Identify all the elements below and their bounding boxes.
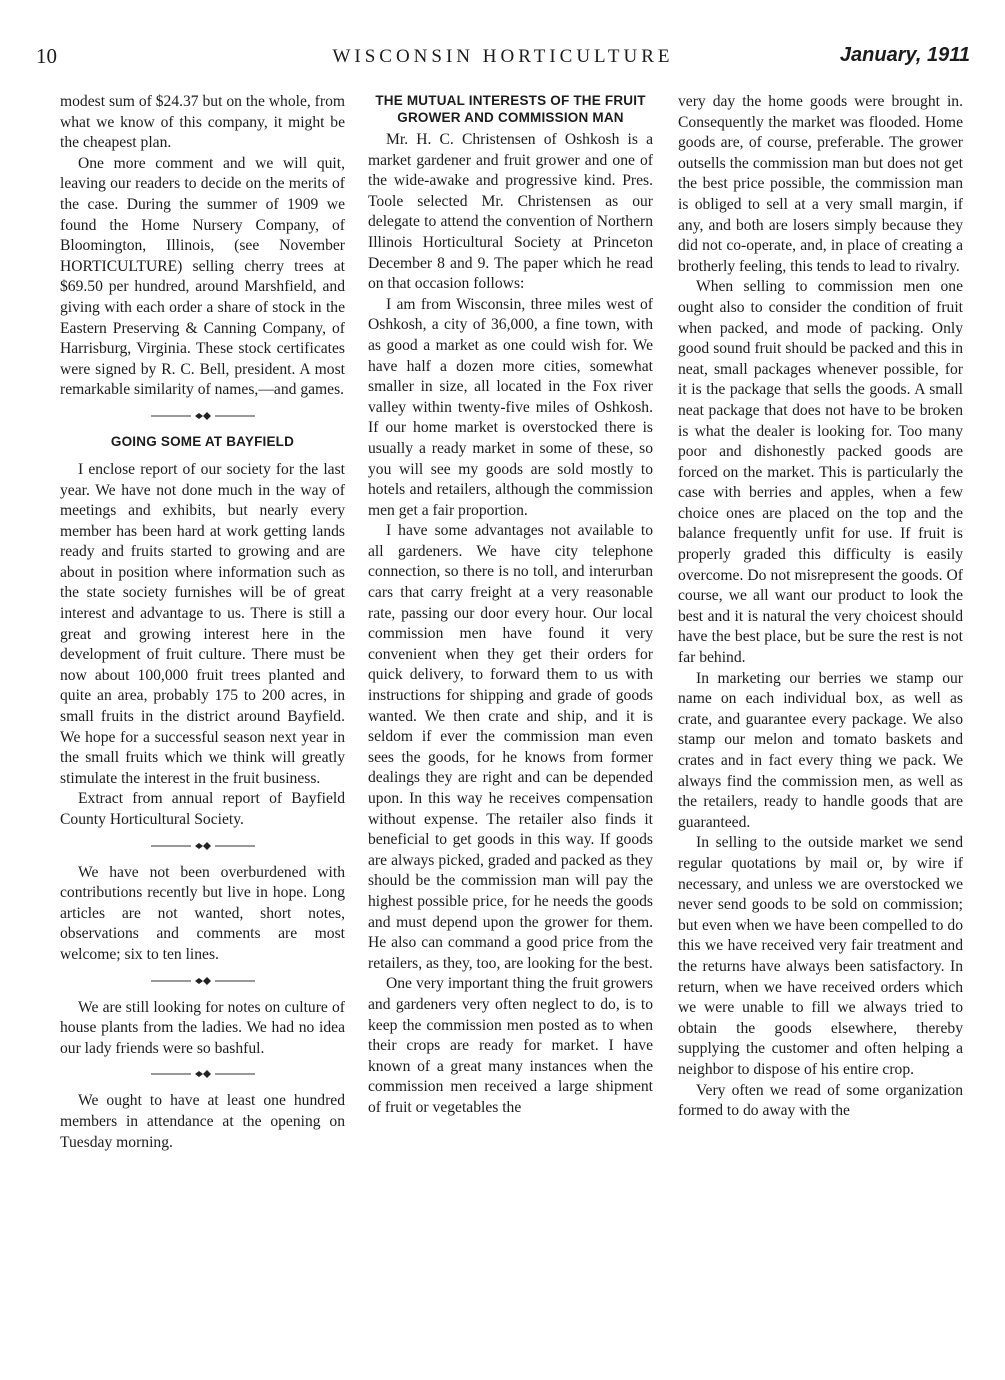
section-divider-ornament bbox=[143, 407, 263, 425]
paragraph: One more comment and we will quit, leaving our readers to decide on the merits of the case. During the summer of 1909 we found the Home Nursery Company, of Bloomington, Illinois, (see November HORTICULTURE) selling cherry trees at $69.50 per hundred, around Marshfield, and giving with each order a share of stock in the Eastern Preserving & Canning Company, of Harrisburg, Virginia. These stock certificates were signed by R. C. Bell, president. A most remarkable similarity of names,—and games. bbox=[60, 154, 345, 399]
paragraph: modest sum of $24.37 but on the whole, from what we know of this company, it might be the cheapest plan. bbox=[60, 93, 345, 152]
article-heading-mutual-interests: THE MUTUAL INTERESTS OF THE FRUIT GROWER AND COMMISSION MAN bbox=[375, 93, 646, 125]
page-header bbox=[36, 44, 970, 78]
column-middle bbox=[368, 92, 653, 1119]
paragraph: When selling to commission men one ought also to consider the condition of fruit when packed, and mode of packing. Only good sound fruit should be packed and this in neat, small packages whenever possible, for it is the package that sells the goods. A small neat package that does not have to be broken is what the dealer is looking for. Too many poor and dishonestly packed goods are forced on the market. This is particularly the case with berries and apples, when a few choice ones are placed on the top and the balance frequently unfit for use. If fruit is properly graded this difficulty is easily overcome. Do not misrepresent the goods. Of course, we all want our product to look the best and it is natural the very choicest should have the best place, but be sure the rest is not far behind. bbox=[678, 278, 963, 667]
magazine-title: WISCONSIN HORTICULTURE bbox=[332, 46, 674, 67]
column-right bbox=[678, 92, 963, 1122]
paragraph: In selling to the outside market we send regular quotations by mail or, by wire if necessary, and unless we are overstocked we never send goods to be sold on commission; but even when we have been compelled to do this we have received very fair treatment and the returns have always been satisfactory. In return, when we have received orders which we were unable to fill we always tried to obtain the goods elsewhere, thereby supplying the customer and often helping a neighbor to dispose of his entire crop. bbox=[678, 834, 963, 1078]
paragraph: I enclose report of our society for the last year. We have not done much in the way of meetings and exhibits, but nearly every member has been hard at work getting lands ready and fruits started to growing and are about in position where information such as the state society furnishes will be of great interest and advantage to us. There is still a great and growing interest here in the development of fruit culture. There must be now about 100,000 fruit trees planted and quite an area, probably 175 to 200 acres, in small fruits in the district around Bayfield. We hope for a successful season next year in the small fruits which we think will greatly stimulate the interest in the fruit business. bbox=[60, 460, 345, 787]
article-heading-bayfield: GOING SOME AT BAYFIELD bbox=[110, 433, 295, 449]
issue-date: January, 1911 bbox=[839, 44, 970, 66]
paragraph: One very important thing the fruit growers and gardeners very often neglect to do, is to keep the commission men posted as to when their crops are ready for market. I have known of a great many instances when the commission men received a large shipment of fruit or vegetables the bbox=[368, 975, 653, 1116]
paragraph: Mr. H. C. Christensen of Oshkosh is a market gardener and fruit grower and one of the wide-awake and progressive kind. Pres. Toole selected Mr. Christensen as our delegate to attend the convention of Northern Illinois Horticultural Society at Princeton December 8 and 9. The paper which he read on that occasion follows: bbox=[368, 131, 653, 293]
paragraph: Very often we read of some organization formed to do away with the bbox=[678, 1081, 963, 1120]
section-divider-ornament bbox=[143, 972, 263, 990]
page-number: 10 bbox=[36, 44, 57, 68]
paragraph: I have some advantages not available to all gardeners. We have city telephone connection, so there is no toll, and interurban cars that carry freight at a very reasonable rate, passing our door every hour. Our local commission men have found it very convenient when they get their orders for quick delivery, to forward them to us with instructions for shipping and grade of goods wanted. We then crate and ship, and it is seldom if ever the commission man even sees the goods, for he knows from former dealings they are right and can be depended upon. In this way he receives compensation without expense. The retailer also finds it beneficial to get goods in this way. If goods are always picked, graded and packed as they should be the commission man will pay the highest possible price, for he needs the goods and must depend upon the grower for them. He also can command a good price from the retailers, as they, too, are looking for the best. bbox=[368, 522, 653, 972]
paragraph: very day the home goods were brought in. Consequently the market was flooded. Home goods are, of course, preferable. The grower outsells the commission man but does not get the best price possible, the commission man is obliged to sell at a very small margin, if any, and both are losers simply because they did not co-operate, and, in place of creating a brotherly feeling, this tends to lead to rivalry. bbox=[678, 93, 963, 275]
paragraph: In marketing our berries we stamp our name on each individual box, as well as crate, and guarantee every package. We also stamp our melon and tomato baskets and crates and in fact every thing we pack. We always find the commission men, as well as the retailers, ready to handle goods that are guaranteed. bbox=[678, 669, 963, 831]
column-left bbox=[60, 92, 345, 1153]
paragraph: Extract from annual report of Bayfield County Horticultural Society. bbox=[60, 790, 345, 828]
section-divider-ornament bbox=[143, 837, 263, 855]
paragraph: We ought to have at least one hundred members in attendance at the opening on Tuesday morning. bbox=[60, 1092, 345, 1151]
paragraph: I am from Wisconsin, three miles west of Oshkosh, a city of 36,000, a fine town, with as good a market as one could wish for. We have half a dozen more cities, somewhat smaller in size, all located in the Fox river valley within twenty-five miles of Oshkosh. If our home market is overstocked there is usually a ready market in some of these, so you will see my goods are sold mostly to hotels and retailers, although the commission men get a fair proportion. bbox=[368, 295, 653, 519]
section-divider-ornament bbox=[143, 1065, 263, 1083]
paragraph: We have not been overburdened with contributions recently but live in hope. Long articles are not wanted, short notes, observations and comments are most welcome; six to ten lines. bbox=[60, 863, 345, 963]
paragraph: We are still looking for notes on culture of house plants from the ladies. We had no idea our lady friends were so bashful. bbox=[60, 998, 345, 1057]
